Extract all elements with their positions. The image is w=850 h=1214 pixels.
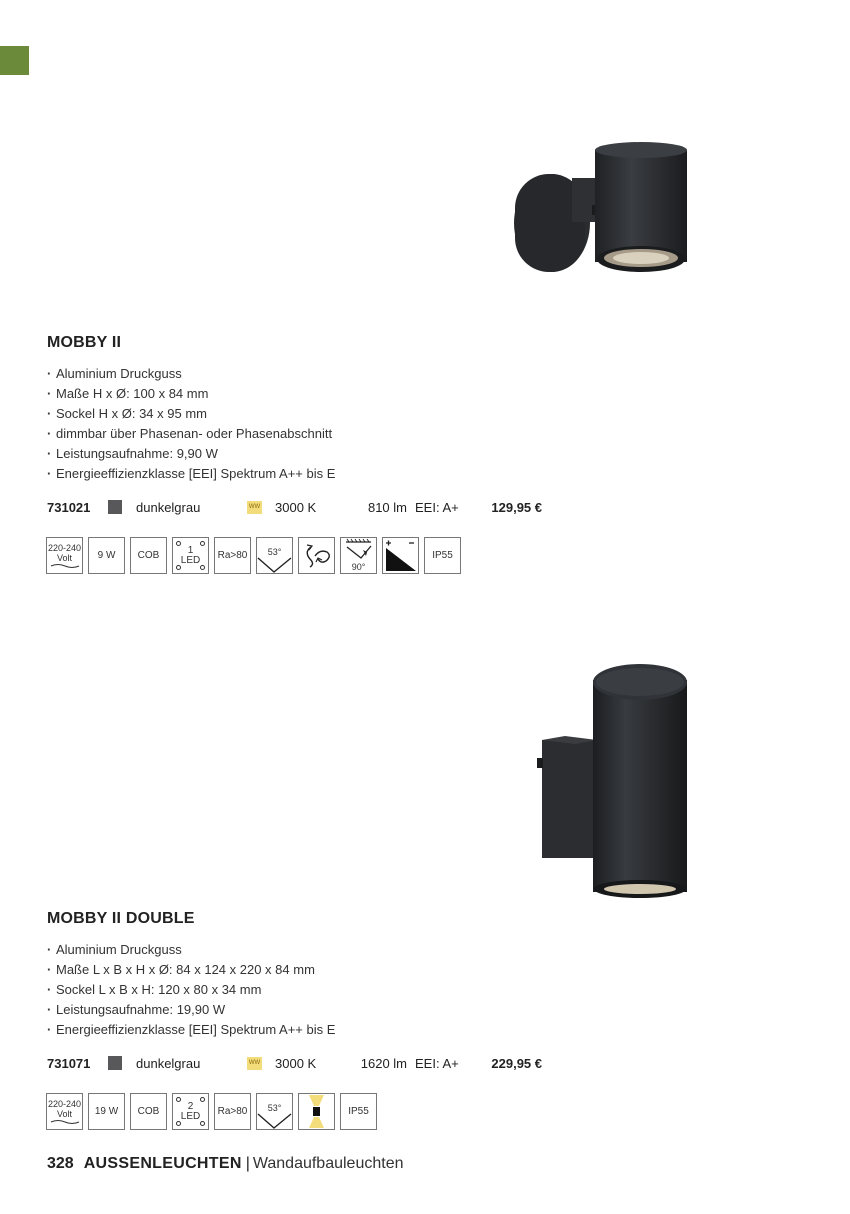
led-count-icon: 2 LED xyxy=(172,1093,209,1130)
feature-item: · Leistungsaufnahme: 9,90 W xyxy=(47,444,335,464)
feature-item: · Energieeffizienzklasse [EEI] Spektrum A++ bis E xyxy=(47,1020,335,1040)
color-temperature: 3000 K xyxy=(275,1056,317,1071)
feature-item: · Leistungsaufnahme: 19,90 W xyxy=(47,1000,335,1020)
voltage-icon: 220-240 Volt xyxy=(46,537,83,574)
beam-angle-icon: 53° xyxy=(256,537,293,574)
page-footer xyxy=(47,1152,404,1176)
price: 129,95 € xyxy=(491,500,542,515)
section-name: AUSSENLEUCHTEN xyxy=(83,1155,242,1172)
feature-item: · Maße L x B x H x Ø: 84 x 124 x 220 x 84 mm xyxy=(47,960,335,980)
ip-rating-icon: IP55 xyxy=(424,537,461,574)
dimmable-icon xyxy=(382,537,419,574)
energy-class: EEI: A+ xyxy=(415,500,459,515)
page-number: 328 xyxy=(47,1155,74,1172)
spec-row xyxy=(47,1055,567,1073)
rotate-icon xyxy=(298,537,335,574)
spec-icon-strip xyxy=(46,1093,369,1131)
product-title: MOBBY II DOUBLE xyxy=(47,910,195,927)
color-swatch xyxy=(108,1056,122,1070)
feature-list xyxy=(47,364,335,484)
power-icon: 9 W xyxy=(88,537,125,574)
spec-icon-strip xyxy=(46,537,453,575)
feature-item: · Energieeffizienzklasse [EEI] Spektrum A++ bis E xyxy=(47,464,335,484)
section-tab-marker xyxy=(0,46,29,75)
footer-separator: | xyxy=(245,1155,250,1172)
led-type-icon: COB xyxy=(130,537,167,574)
feature-item: · Maße H x Ø: 100 x 84 mm xyxy=(47,384,335,404)
color-swatch xyxy=(108,500,122,514)
tilt-icon: 90° xyxy=(340,537,377,574)
warm-white-badge: WW xyxy=(247,1057,262,1070)
feature-item: · Aluminium Druckguss xyxy=(47,940,335,960)
lumen-output: 1620 lm xyxy=(360,1056,407,1071)
color-name: dunkelgrau xyxy=(136,1056,201,1071)
price: 229,95 € xyxy=(491,1056,542,1071)
color-temperature: 3000 K xyxy=(275,500,317,515)
led-count-icon: 1 LED xyxy=(172,537,209,574)
power-icon: 19 W xyxy=(88,1093,125,1130)
up-down-light-icon xyxy=(298,1093,335,1130)
spec-row xyxy=(47,499,567,517)
article-number: 731071 xyxy=(47,1056,91,1071)
feature-item: · Aluminium Druckguss xyxy=(47,364,335,384)
feature-item: · Sockel L x B x H: 120 x 80 x 34 mm xyxy=(47,980,335,1000)
article-number: 731021 xyxy=(47,500,91,515)
subsection-name: Wandaufbauleuchten xyxy=(252,1155,404,1172)
energy-class: EEI: A+ xyxy=(415,1056,459,1071)
led-type-icon: COB xyxy=(130,1093,167,1130)
cri-icon: Ra>80 xyxy=(214,1093,251,1130)
color-name: dunkelgrau xyxy=(136,500,201,515)
product-image-mobby-ii-double xyxy=(535,660,695,900)
warm-white-badge: WW xyxy=(247,501,262,514)
product-title: MOBBY II xyxy=(47,334,122,351)
product-image-mobby-ii xyxy=(510,140,695,275)
ip-rating-icon: IP55 xyxy=(340,1093,377,1130)
feature-list xyxy=(47,940,335,1040)
feature-item: · dimmbar über Phasenan- oder Phasenabschnitt xyxy=(47,424,335,444)
beam-angle-icon: 53° xyxy=(256,1093,293,1130)
feature-item: · Sockel H x Ø: 34 x 95 mm xyxy=(47,404,335,424)
lumen-output: 810 lm xyxy=(367,500,407,515)
cri-icon: Ra>80 xyxy=(214,537,251,574)
voltage-icon: 220-240 Volt xyxy=(46,1093,83,1130)
